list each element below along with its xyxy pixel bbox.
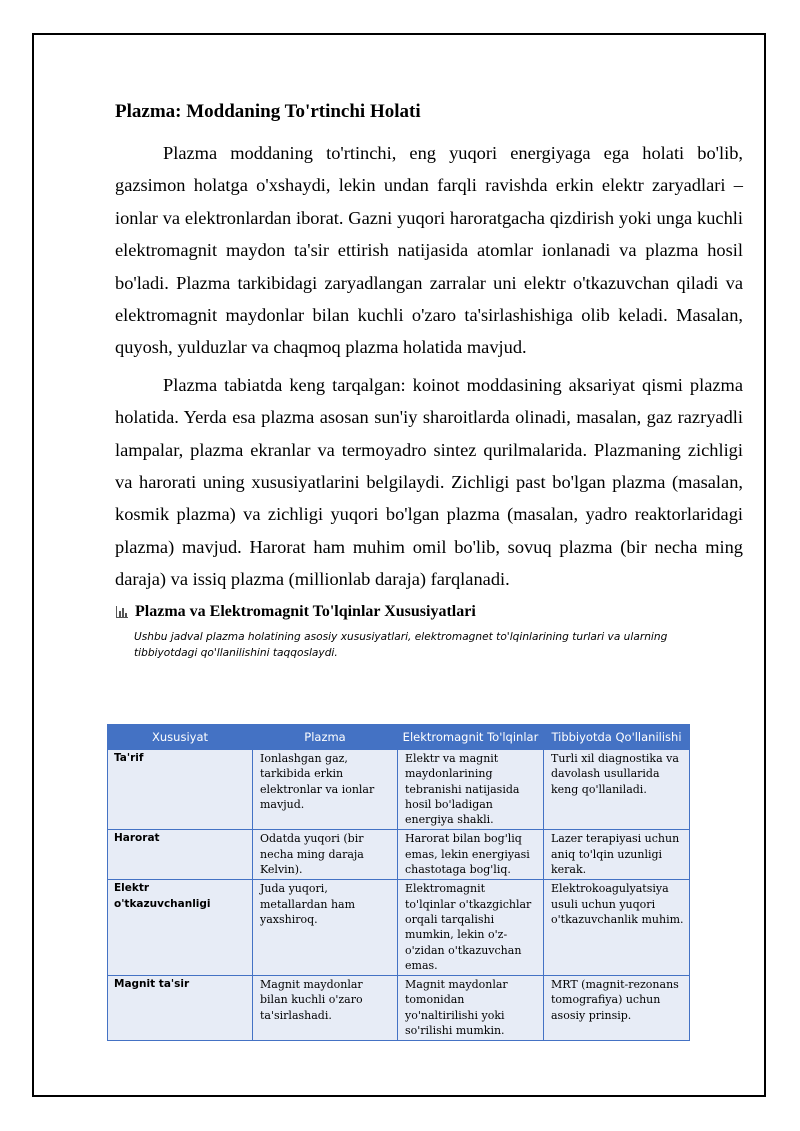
column-header: Tibbiyotda Qo'llanilishi <box>544 725 690 750</box>
table-row <box>108 880 690 976</box>
table-title: Plazma va Elektromagnit To'lqinlar Xususiyatlari <box>135 602 476 620</box>
column-header: Xususiyat <box>108 725 253 750</box>
table-cell: MRT (magnit-rezonans tomografiya) uchun asosiy prinsip. <box>544 976 690 1041</box>
table-cell: Magnit maydonlar tomonidan yo'naltirilishi yoki so'rilishi mumkin. <box>398 976 544 1041</box>
table-cell: Elektrokoagulyatsiya usuli uchun yuqori o'tkazuvchanlik muhim. <box>544 880 690 976</box>
table-cell: Harorat bilan bog'liq emas, lekin energiyasi chastotaga bog'liq. <box>398 830 544 880</box>
table-heading <box>115 603 743 621</box>
table-cell: Magnit maydonlar bilan kuchli o'zaro ta'sirlashadi. <box>253 976 398 1041</box>
table-row <box>108 830 690 880</box>
table-cell: Elektr va magnit maydonlarining tebranishi natijasida hosil bo'ladigan energiya shakli. <box>398 750 544 830</box>
table-header-row <box>108 725 690 750</box>
row-header: Harorat <box>108 830 253 880</box>
table-cell: Ionlashgan gaz, tarkibida erkin elektronlar va ionlar mavjud. <box>253 750 398 830</box>
table-row <box>108 750 690 830</box>
comparison-table <box>107 724 690 1041</box>
row-header: Magnit ta'sir <box>108 976 253 1041</box>
document-body <box>115 95 743 667</box>
table-cell: Elektromagnit to'lqinlar o'tkazgichlar orqali tarqalishi mumkin, lekin o'z-o'zidan o'tkazuvchan emas. <box>398 880 544 976</box>
row-header: Ta'rif <box>108 750 253 830</box>
paragraph-2: Plazma tabiatda keng tarqalgan: koinot moddasining aksariyat qismi plazma holatida. Yerda esa plazma asosan sun'iy sharoitlarda olinadi, masalan, gaz razryadli lampalar, plazma ekranlar va termoyadro sintez qurilmalarida. Plazmaning zichligi va harorati uning xususiyatlarini belgilaydi. Zichligi past bo'lgan plazma (masalan, kosmik plazma) va zichligi yuqori bo'lgan plazma (masalan, yadro reaktorlaridagi plazma) mavjud. Harorat ham muhim omil bo'lib, sovuq plazma (bir necha ming daraja) va issiq plazma (millionlab daraja) farqlanadi. <box>115 374 743 590</box>
paragraph-1: Plazma moddaning to'rtinchi, eng yuqori energiyaga ega holati bo'lib, gazsimon holatga o'xshaydi, lekin undan farqli ravishda erkin elektr zaryadlari – ionlar va elektronlardan iborat. Gazni yuqori haroratgacha qizdirish yoki unga kuchli elektromagnit maydon ta'sir ettirish natijasida atomlar ionlanadi va plazma hosil bo'ladi. Plazma tarkibidagi zaryadlangan zarralar uni elektr o'tkazuvchan qiladi va elektromagnit maydonlar bilan kuchli o'zaro ta'sirlashishiga olib keladi. Masalan, quyosh, yulduzlar va chaqmoq plazma holatida mavjud. <box>115 143 743 358</box>
column-header: Elektromagnit To'lqinlar <box>398 725 544 750</box>
column-header: Plazma <box>253 725 398 750</box>
table-cell: Turli xil diagnostika va davolash usullarida keng qo'llaniladi. <box>544 750 690 830</box>
table-caption: Ushbu jadval plazma holatining asosiy xususiyatlari, elektromagnet to'lqinlarining turlari va ularning tibbiyotdagi qo'llanilishini taqqoslaydi. <box>134 630 668 659</box>
document-title: Plazma: Moddaning To'rtinchi Holati <box>115 101 421 122</box>
table-cell: Odatda yuqori (bir necha ming daraja Kelvin). <box>253 830 398 880</box>
row-header: Elektr o'tkazuvchanligi <box>108 880 253 976</box>
table-cell: Lazer terapiyasi uchun aniq to'lqin uzunligi kerak. <box>544 830 690 880</box>
table-row <box>108 976 690 1041</box>
bar-chart-icon <box>115 605 129 619</box>
table-cell: Juda yuqori, metallardan ham yaxshiroq. <box>253 880 398 976</box>
